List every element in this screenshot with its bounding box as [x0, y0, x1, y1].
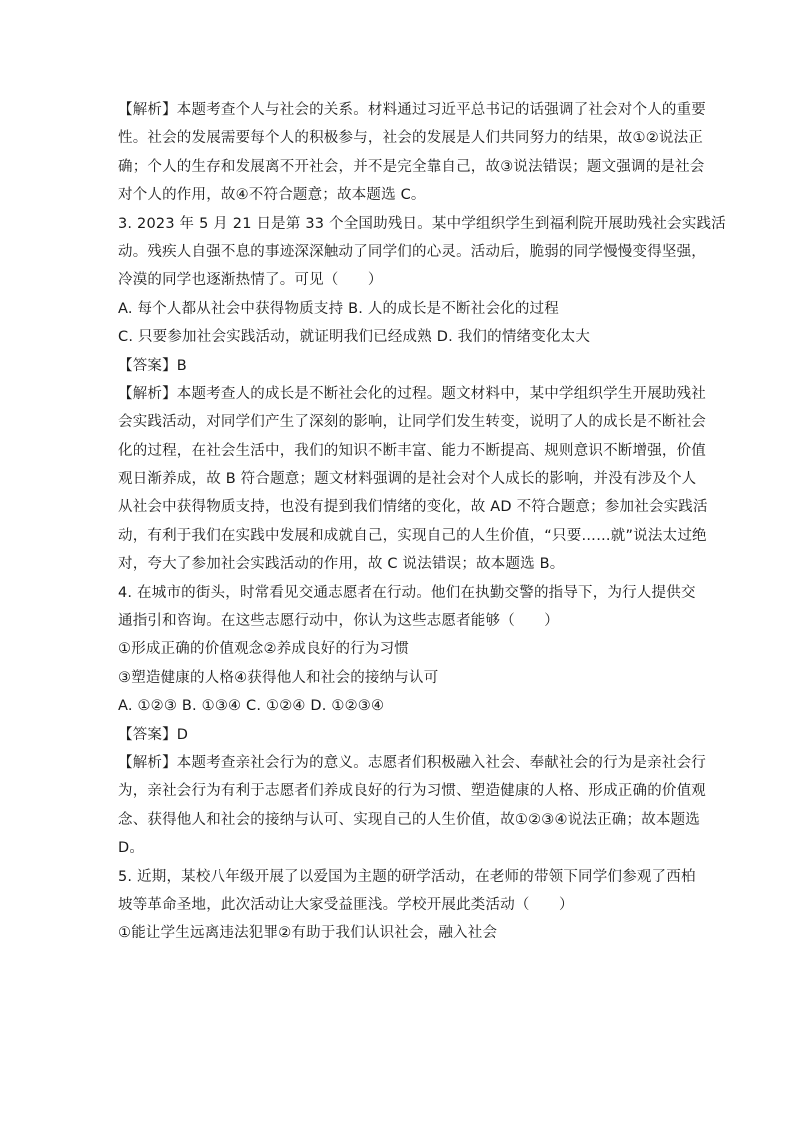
analysis-q3-line-2: 会实践活动，对同学们产生了深刻的影响，让同学们发生转变，说明了人的成长是不断社会: [118, 414, 706, 431]
analysis-q2-line-4: 对个人的作用，故④不符合题意；故本题选 C。: [118, 187, 426, 204]
question-5-statements-1: ①能让学生远离违法犯罪②有助于我们认识社会，融入社会: [118, 925, 498, 942]
analysis-q2-line-1: 【解析】本题考查个人与社会的关系。材料通过习近平总书记的话强调了社会对个人的重要: [118, 102, 706, 118]
analysis-q3-line-5: 从社会中获得物质支持，也没有提到我们情绪的变化，故 AD 不符合题意；参加社会实践活: [118, 499, 708, 516]
question-3-stem-line-2: 动。残疾人自强不息的事迹深深触动了同学们的心灵。活动后，脆弱的同学慢慢变得坚强，: [118, 243, 706, 260]
question-3-options-cd: C. 只要参加社会实践活动，就证明我们已经成熟 D. 我们的情绪变化太大: [118, 329, 591, 346]
analysis-q3-line-1: 【解析】本题考查人的成长是不断社会化的过程。题文材料中，某中学组织学生开展助残社: [118, 385, 706, 402]
analysis-q3-line-6: 动，有利于我们在实践中发展和成就自己，实现自己的人生价值，“只要……就”说法太过绝: [118, 527, 707, 544]
question-4-statements-1: ①形成正确的价值观念②养成良好的行为习惯: [118, 641, 409, 658]
question-4-stem-line-1: 4. 在城市的街头，时常看见交通志愿者在行动。他们在执勤交警的指导下，为行人提供交: [118, 584, 696, 601]
question-4-statements-2: ③塑造健康的人格④获得他人和社会的接纳与认可: [118, 669, 439, 686]
analysis-q4-line-4: D。: [118, 840, 145, 857]
question-5-stem-line-1: 5. 近期，某校八年级开展了以爱国为主题的研学活动，在老师的带领下同学们参观了西柏: [118, 868, 696, 885]
analysis-q4-line-2: 为，亲社会行为有利于志愿者们养成良好的行为习惯、塑造健康的人格、形成正确的价值观: [118, 783, 706, 800]
question-3-options-ab: A. 每个人都从社会中获得物质支持 B. 人的成长是不断社会化的过程: [118, 300, 559, 317]
analysis-q4-line-1: 【解析】本题考查亲社会行为的意义。志愿者们积极融入社会、奉献社会的行为是亲社会行: [118, 754, 706, 771]
question-4-options: A. ①②③ B. ①③④ C. ①②④ D. ①②③④: [118, 698, 385, 715]
analysis-q3-line-7: 对，夸大了参加社会实践活动的作用，故 C 说法错误；故本题选 B。: [118, 556, 565, 573]
question-3-answer: 【答案】B: [118, 357, 187, 374]
question-5-stem-line-2: 坡等革命圣地，此次活动让大家受益匪浅。学校开展此类活动（ ）: [118, 896, 574, 913]
question-3-stem-line-3: 冷漠的同学也逐渐热情了。可见（ ）: [118, 272, 383, 289]
analysis-q2-line-3: 确；个人的生存和发展离不开社会，并不是完全靠自己，故③说法错误；题文强调的是社会: [118, 158, 705, 175]
document-page: [118, 96, 726, 948]
question-4-answer: 【答案】D: [118, 726, 189, 743]
analysis-q3-line-4: 观日渐养成，故 B 符合题意；题文材料强调的是社会对个人成长的影响，并没有涉及个人: [118, 471, 697, 488]
analysis-q2-line-2: 性。社会的发展需要每个人的积极参与，社会的发展是人们共同努力的结果，故①②说法正: [118, 130, 703, 147]
question-4-stem-line-2: 通指引和咨询。在这些志愿行动中，你认为这些志愿者能够（ ）: [118, 613, 559, 630]
analysis-q3-line-3: 化的过程，在社会生活中，我们的知识不断丰富、能力不断提高、规则意识不断增强，价值: [118, 442, 706, 459]
question-3-stem-line-1: 3. 2023 年 5 月 21 日是第 33 个全国助残日。某中学组织学生到福利院开展助残社会实践活: [118, 215, 726, 232]
analysis-q4-line-3: 念、获得他人和社会的接纳与认可、实现自己的人生价值，故①②③④说法正确；故本题选: [118, 811, 700, 828]
